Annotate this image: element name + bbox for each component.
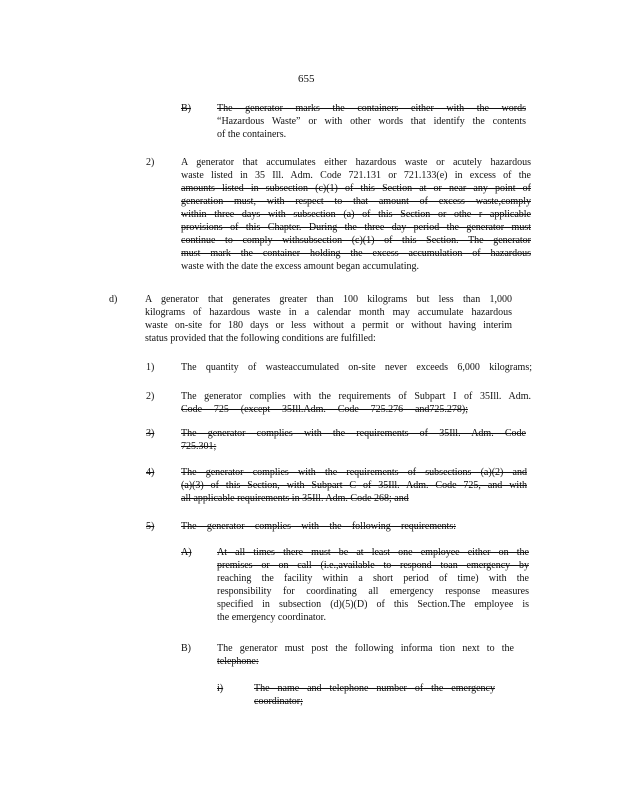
text-line: “Hazardous Waste” or with other words that identify the contents <box>217 116 526 127</box>
text-line: The generator complies with the requirements of subsections (a)(2) and <box>181 467 527 478</box>
paragraph-d4 <box>181 466 527 505</box>
paragraph-d1 <box>181 361 532 374</box>
text-line: The generator complies with the requirements of 35Ill. Adm. Code <box>181 428 526 439</box>
text-line: Code 725 (except 35Ill.Adm. Code 725.276 and725.278); <box>181 404 468 415</box>
text-line: all applicable requirements in 35Ill. Adm. Code 268; and <box>181 493 409 504</box>
text-line: The quantity of wasteaccumulated on-site never exceeds 6,000 kilograms; <box>181 362 532 373</box>
item-label: 5) <box>146 521 155 532</box>
item-label: 2) <box>146 391 155 402</box>
item-label: d) <box>109 294 118 305</box>
item-label: 1) <box>146 362 155 373</box>
item-label: i) <box>217 683 224 694</box>
text-line: waste with the date the excess amount began accumulating. <box>181 261 419 272</box>
text-line: of the containers. <box>217 129 287 140</box>
text-line: waste on-site for 180 days or less without a permit or without having interim <box>145 320 512 331</box>
paragraph-d <box>145 293 512 345</box>
text-line: (a)(3) of this Section, with Subpart C of 35Ill. Adm. Code 725, and with <box>181 480 527 491</box>
text-line: The generator complies with the following requirements: <box>181 521 456 532</box>
text-line: The name and telephone number of the emergency <box>254 683 495 694</box>
paragraph-d2 <box>181 390 531 416</box>
text-line: A generator that generates greater than 100 kilograms but less than 1,000 <box>145 294 512 305</box>
text-line: responsibility for coordinating all emergency response measures <box>217 586 529 597</box>
paragraph-d5bi <box>254 682 495 708</box>
text-line: waste listed in 35 Ill. Adm. Code 721.131 or 721.133(e) in excess of the <box>181 170 531 181</box>
item-label: B) <box>181 643 191 654</box>
text-line: amounts listed in subsection (c)(1) of this Section at or near any point of <box>181 183 531 194</box>
text-line: telephone: <box>217 656 259 667</box>
text-line: must mark the container holding the excess accumulation of hazardous <box>181 248 531 259</box>
text-line: provisions of this Chapter. During the three day period the generator must <box>181 222 531 233</box>
page-number: 655 <box>298 73 315 85</box>
paragraph-d5 <box>181 520 456 533</box>
item-label: 2) <box>146 157 155 168</box>
paragraph-d5a <box>217 546 529 624</box>
text-line: status provided that the following conditions are fulfilled: <box>145 333 376 344</box>
item-label: 4) <box>146 467 155 478</box>
text-line: kilograms of hazardous waste in a calendar month may accumulate hazardous <box>145 307 512 318</box>
text-line: the emergency coordinator. <box>217 612 326 623</box>
text-line: continue to comply withsubsection (c)(1) of this Section. The generator <box>181 235 531 246</box>
text-line: within three days with subsection (a) of this Section or othe r applicable <box>181 209 531 220</box>
item-label: 3) <box>146 428 155 439</box>
text-line: 725.301; <box>181 441 217 452</box>
paragraph-d5b <box>217 642 514 668</box>
text-line: generation must, with respect to that amount of excess waste,comply <box>181 196 531 207</box>
paragraph-d3 <box>181 427 526 453</box>
item-label: B) <box>181 103 191 114</box>
text-line: The generator complies with the requirements of Subpart I of 35Ill. Adm. <box>181 391 531 402</box>
text-line: coordinator; <box>254 696 303 707</box>
paragraph-2b <box>217 102 526 141</box>
item-label: A) <box>181 547 192 558</box>
text-line: reaching the facility within a short period of time) with the <box>217 573 529 584</box>
text-line: premises or on call (i.e.,available to respond toan emergency by <box>217 560 529 571</box>
text-line: A generator that accumulates either hazardous waste or acutely hazardous <box>181 157 531 168</box>
text-line: The generator marks the containers either with the words <box>217 103 526 114</box>
text-line: At all times there must be at least one employee either on the <box>217 547 529 558</box>
text-line: The generator must post the following informa tion next to the <box>217 643 514 654</box>
paragraph-2 <box>181 156 531 273</box>
text-line: specified in subsection (d)(5)(D) of this Section.The employee is <box>217 599 529 610</box>
